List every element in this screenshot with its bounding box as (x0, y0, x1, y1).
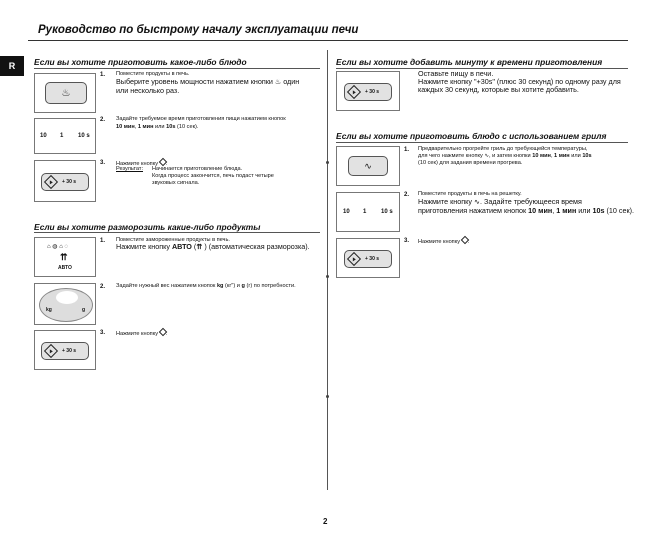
step-text: Предварительно прогрейте гриль до требующейся температуры, (418, 146, 588, 152)
divider-dot (326, 161, 329, 164)
g-button[interactable]: g (82, 307, 86, 313)
step-text: (10 сек). (177, 124, 199, 130)
title-rule (28, 40, 628, 41)
start-30s-button[interactable] (344, 83, 392, 101)
start-panel (34, 160, 96, 202)
step-text: 10 мин (532, 153, 551, 159)
step-text: , (134, 124, 137, 130)
1min-button[interactable]: 1 (363, 209, 367, 215)
auto-label: АВТО (58, 265, 72, 271)
grill-icon: ∿ (473, 197, 481, 206)
step-text (116, 283, 296, 290)
step-text: 1 мин (554, 153, 570, 159)
10min-button[interactable]: 10 (40, 133, 47, 139)
divider-dot (326, 395, 329, 398)
result-text: Начинается приготовление блюда. (152, 166, 243, 172)
start-panel (336, 238, 400, 278)
grill-icon: ∿ (364, 160, 372, 171)
section-rule (34, 68, 320, 69)
start-icon (158, 328, 166, 336)
step-text: или несколько раз. (116, 86, 180, 95)
1min-button[interactable]: 1 (60, 133, 64, 139)
power-level-icon: ♨ (274, 79, 282, 86)
step-number: 3. (100, 330, 106, 336)
step-text: (кг") и (225, 283, 240, 289)
button-label: + 30 s (365, 89, 380, 95)
section-title-cook: Если вы хотите приготовить какое-либо блюдо (34, 57, 247, 67)
section-rule (34, 232, 320, 233)
button-label: + 30 s (62, 179, 77, 185)
step-text: Поместите продукты в печь. (116, 71, 190, 77)
power-level-button[interactable] (45, 82, 87, 104)
start-30s-button[interactable] (41, 173, 89, 191)
step-number: 1. (100, 238, 106, 244)
language-tab: R (0, 56, 24, 76)
step-text: 10 мин (528, 206, 553, 215)
step-text: Нажмите кнопку (116, 331, 159, 337)
grill-button[interactable] (348, 156, 388, 176)
start-icon (44, 344, 58, 358)
10s-button[interactable]: 10 s (78, 133, 90, 139)
step-text: Задайте требуемое время приготовления пищи нажатием кнопок (116, 116, 286, 122)
weight-dial (39, 288, 93, 322)
step-text: Нажмите кнопку . (116, 329, 167, 338)
10s-button[interactable]: 10 s (381, 209, 393, 215)
step-number: 1. (100, 72, 106, 78)
step-text: Нажмите кнопку (116, 242, 170, 251)
grill-icon: ∿ (484, 153, 490, 159)
dial-center (56, 291, 78, 304)
step-text: или (578, 206, 591, 215)
weight-panel (34, 283, 96, 325)
step-number: 3. (404, 238, 410, 244)
step-text: ) (автоматическая разморозка). (204, 242, 310, 251)
auto-arrows-icon[interactable]: ⇈ (60, 252, 68, 262)
result-text: Когда процесс закончится, печь подаст четыре (152, 173, 274, 179)
step-text: , и затем кнопки (489, 153, 531, 159)
food-icons: ⌂ ◍ ⌂ ◌ (47, 244, 69, 250)
button-label: + 30 s (62, 348, 77, 354)
step-text: 1 мин (137, 124, 154, 130)
step-text: . Задайте требующееся время (480, 197, 582, 206)
step-text: приготовления нажатием кнопок (418, 206, 527, 215)
step-text: каждых 30 секунд, которые вы хотите добавить. (418, 85, 579, 94)
result-label: Результат: (116, 166, 143, 172)
step-text: Оставьте пищу в печи. (418, 69, 494, 78)
step-number: 2. (404, 192, 410, 198)
start-icon (460, 236, 468, 244)
section-title-defrost: Если вы хотите разморозить какие-либо продукты (34, 222, 261, 232)
column-divider (327, 50, 328, 490)
step-text: Выберите уровень мощности нажатием кнопки (116, 77, 273, 86)
divider-dot (326, 275, 329, 278)
page-title: Руководство по быстрому началу эксплуатации печи (38, 24, 359, 36)
power-level-icon: ♨ (61, 87, 71, 99)
section-rule (336, 142, 628, 143)
result-text: звуковых сигнала. (152, 180, 200, 186)
step-text: Нажмите кнопку "+30s" (плюс 30 секунд) по одному разу для (418, 77, 621, 86)
step-text: 10s (582, 153, 592, 159)
step-text: 10 мин (116, 124, 135, 130)
step-text: АВТО (171, 242, 192, 251)
kg-button[interactable]: kg (46, 307, 52, 313)
start-30s-button[interactable] (344, 250, 392, 268)
start-30s-button[interactable] (41, 342, 89, 360)
10min-button[interactable]: 10 (343, 209, 350, 215)
time-buttons-panel (34, 118, 96, 154)
step-text: Нажмите кнопку (116, 161, 159, 167)
page-number: 2 (323, 517, 328, 526)
start-icon (347, 85, 361, 99)
step-text: 10s (592, 206, 605, 215)
auto-panel (34, 237, 96, 277)
step-text: ( (193, 242, 197, 251)
step-text (116, 243, 310, 252)
step-text: Нажмите кнопку . (418, 237, 469, 246)
step-text (116, 124, 198, 131)
step-text: Задайте нужный вес нажатием кнопок (116, 283, 216, 289)
start-icon (347, 252, 361, 266)
step-number: 2. (100, 284, 106, 290)
step-text: приготовления нажатием кнопок 10 мин, 1 мин или 10s (10 сек). (418, 206, 635, 215)
power-level-panel (34, 73, 96, 113)
start-icon (158, 158, 166, 166)
step-text: Нажмите кнопку (418, 239, 461, 245)
step-text: 1 мин (556, 206, 577, 215)
step-text: Нажмите кнопку (418, 197, 472, 206)
step-text: (10 сек). (606, 206, 635, 215)
step-text: kg (216, 283, 224, 289)
step-text: Поместите замороженные продукты в печь. (116, 237, 230, 243)
step-text: Нажмите кнопку . (116, 159, 167, 168)
grill-panel (336, 146, 400, 186)
step-number: 3. (100, 160, 106, 166)
start-panel (336, 71, 400, 111)
auto-arrows-icon: ⇈ (196, 242, 203, 251)
step-text: или (155, 124, 165, 130)
step-text: или (571, 153, 581, 159)
step-text: для чего нажмите кнопку (418, 153, 483, 159)
time-buttons-panel (336, 192, 400, 232)
step-text: Поместите продукты в печь на решетку. (418, 191, 522, 197)
button-label: + 30 s (365, 256, 380, 262)
start-panel (34, 330, 96, 370)
start-icon (44, 175, 58, 189)
step-text: (10 сек) для задания времени прогрева. (418, 160, 523, 166)
step-number: 1. (404, 147, 410, 153)
section-title-add-minute: Если вы хотите добавить минуту к времени приготовления (336, 57, 603, 67)
step-text: (г) по потребности. (246, 283, 296, 289)
step-number: 2. (100, 117, 106, 123)
step-text: для чего нажмите кнопку ∿, и затем кнопки 10 мин, 1 мин или 10s (418, 153, 592, 159)
step-text: 10s (166, 124, 176, 130)
step-text: один (283, 77, 300, 86)
section-title-grill: Если вы хотите приготовить блюдо с использованием гриля (336, 131, 607, 141)
step-text: g (241, 283, 245, 289)
